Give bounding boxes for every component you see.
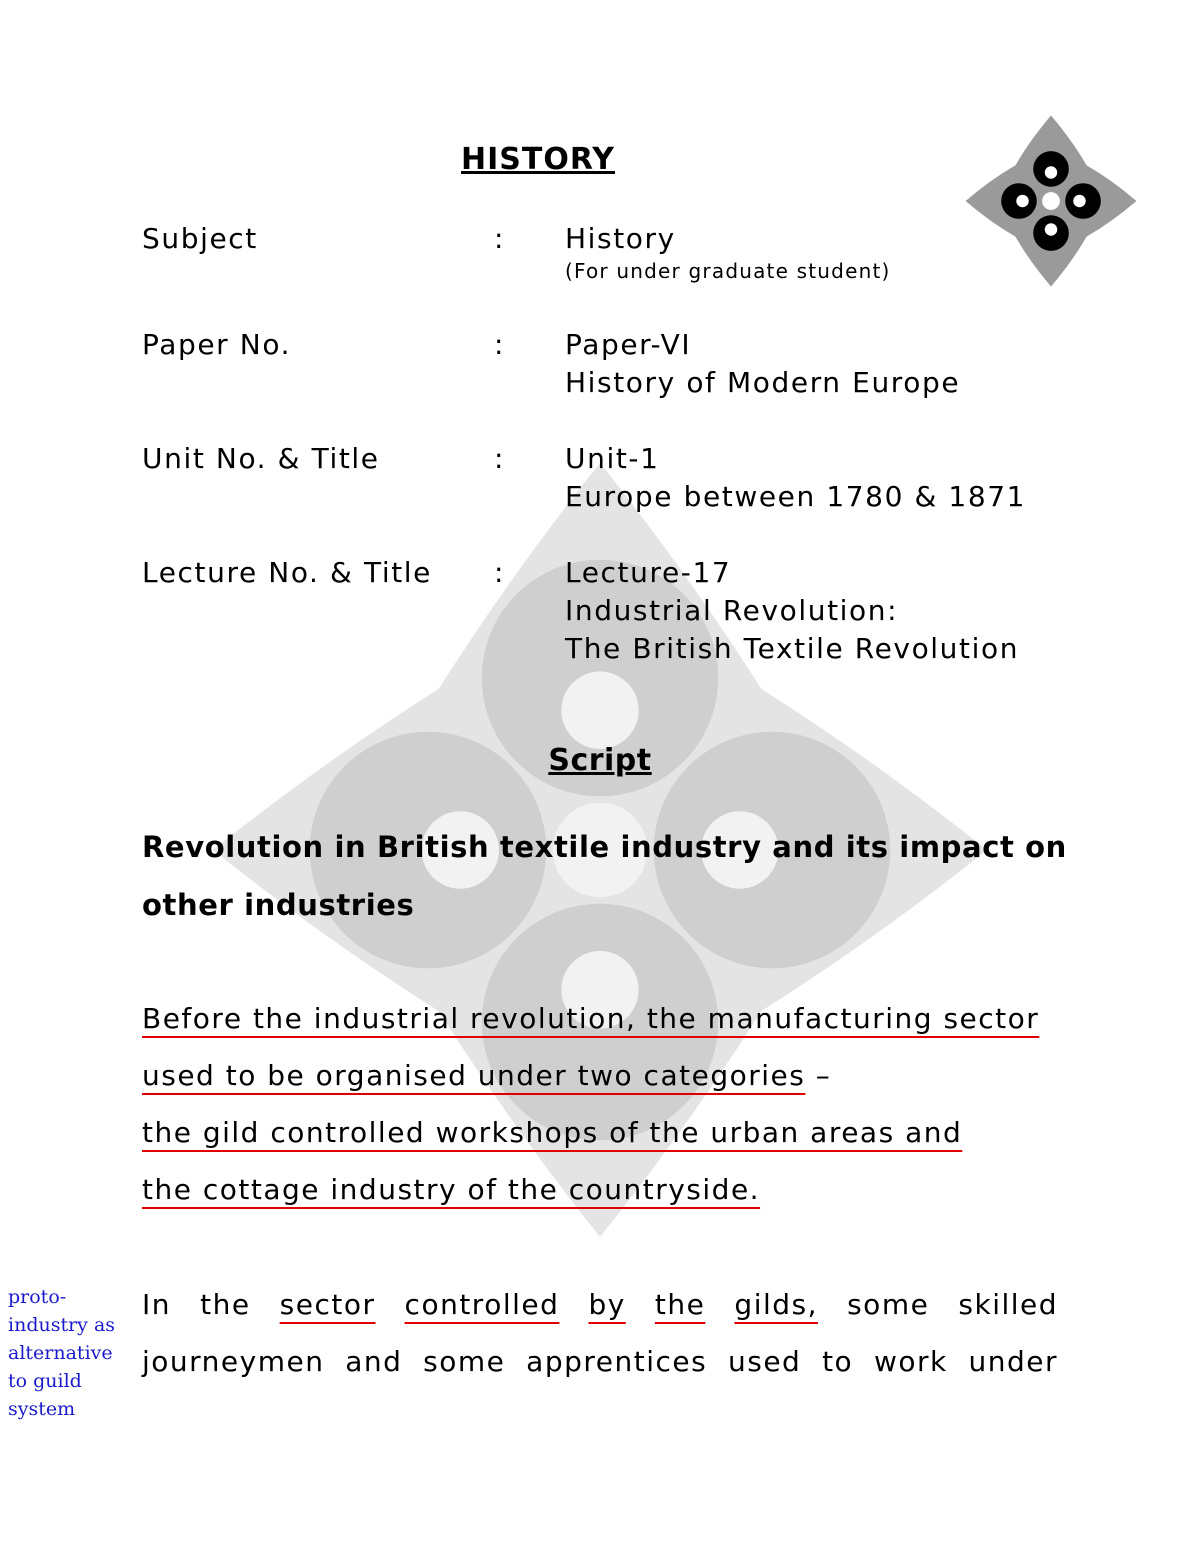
meta-value bbox=[565, 220, 891, 284]
meta-value-line: The British Textile Revolution bbox=[565, 632, 1020, 665]
dash: – bbox=[805, 1059, 832, 1092]
word: skilled bbox=[958, 1288, 1059, 1321]
word: the bbox=[200, 1288, 251, 1321]
meta-value-line: Unit-1 bbox=[565, 442, 660, 475]
annotated-word: sector bbox=[279, 1288, 376, 1321]
script-title: Script bbox=[548, 743, 652, 778]
paragraph-2 bbox=[142, 1276, 1058, 1390]
meta-value-line: Europe between 1780 & 1871 bbox=[565, 480, 1027, 513]
meta-value-line: History bbox=[565, 222, 676, 255]
meta-value-line: History of Modern Europe bbox=[565, 366, 961, 399]
annotated-line: used to be organised under two categories bbox=[142, 1059, 806, 1092]
meta-value bbox=[565, 326, 960, 402]
meta-colon: : bbox=[494, 442, 506, 475]
meta-label: Lecture No. & Title bbox=[142, 556, 433, 589]
meta-note: (For under graduate student) bbox=[565, 259, 891, 283]
annotated-word: gilds, bbox=[734, 1288, 819, 1321]
meta-label: Paper No. bbox=[142, 328, 292, 361]
flower-emblem-icon bbox=[962, 112, 1140, 290]
page-title: HISTORY bbox=[460, 142, 616, 177]
meta-label: Subject bbox=[142, 222, 258, 255]
meta-value-line: Industrial Revolution: bbox=[565, 594, 899, 627]
meta-colon: : bbox=[494, 222, 506, 255]
meta-value bbox=[565, 554, 1019, 668]
paragraph-line: journeymen and some apprentices used to work under bbox=[142, 1345, 1058, 1378]
word: some bbox=[847, 1288, 930, 1321]
meta-label: Unit No. & Title bbox=[142, 442, 380, 475]
section-heading: Revolution in British textile industry and its impact on other industries bbox=[142, 830, 1067, 922]
meta-value-line: Paper-VI bbox=[565, 328, 692, 361]
meta-colon: : bbox=[494, 556, 506, 589]
meta-colon: : bbox=[494, 328, 506, 361]
annotated-line: the cottage industry of the countryside. bbox=[142, 1173, 761, 1206]
word: In bbox=[142, 1288, 172, 1321]
margin-note: proto-industry as alternative to guild system bbox=[8, 1286, 116, 1420]
annotated-word: controlled bbox=[404, 1288, 560, 1321]
annotated-line: Before the industrial revolution, the manufacturing sector bbox=[142, 1002, 1040, 1035]
paragraph-1 bbox=[142, 990, 1058, 1218]
meta-value-line: Lecture-17 bbox=[565, 556, 732, 589]
annotated-word: by bbox=[588, 1288, 626, 1321]
annotated-word: the bbox=[654, 1288, 706, 1321]
meta-value bbox=[565, 440, 1026, 516]
annotated-line: the gild controlled workshops of the urban areas and bbox=[142, 1116, 963, 1149]
